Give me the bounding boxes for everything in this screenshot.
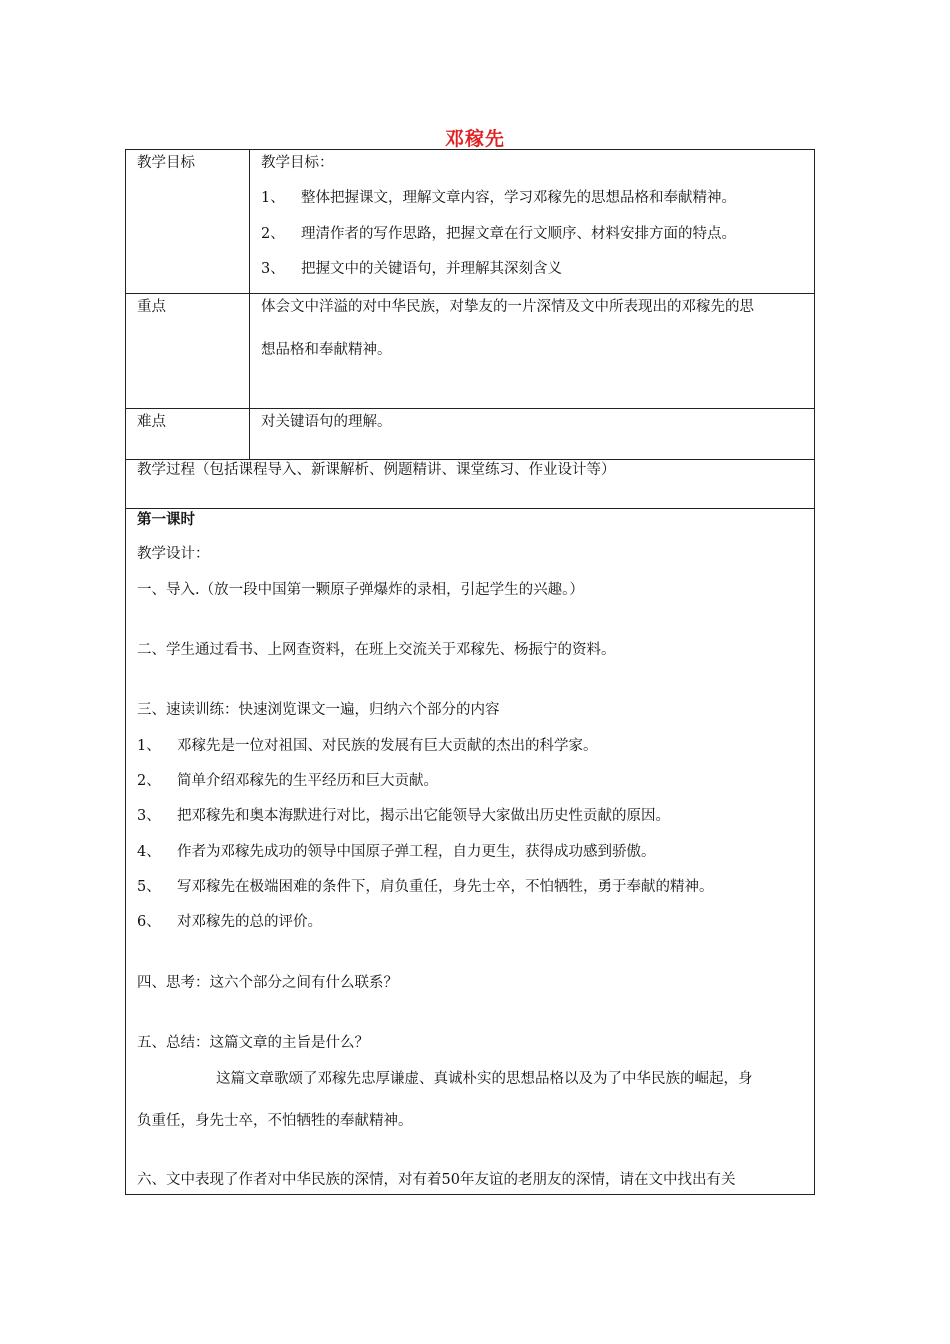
document-title: 邓稼先 [444,128,505,150]
difficulties-text: 对关键语句的理解。 [261,414,392,430]
step-intro: 一、导入.（放一段中国第一颗原子弹爆炸的录相，引起学生的兴趣。） [137,582,584,598]
row-divider [126,508,814,509]
objectives-label: 教学目标 [137,155,195,171]
part-item: 5、 写邓稼先在极端困难的条件下，肩负重任，身先士卒，不怕牺牲，勇于奉献的精神。 [137,879,714,895]
process-header: 教学过程（包括课程导入、新课解析、例题精讲、课堂练习、作业设计等） [137,462,616,478]
objective-item: 2、 理清作者的写作思路，把握文章在行文顺序、材料安排方面的特点。 [261,226,736,242]
row-divider [126,408,814,409]
part-item: 3、 把邓稼先和奥本海默进行对比，揭示出它能领导大家做出历史性贡献的原因。 [137,808,670,824]
summary-text: 负重任，身先士卒，不怕牺牲的奉献精神。 [137,1113,413,1129]
objective-item: 1、 整体把握课文，理解文章内容，学习邓稼先的思想品格和奉献精神。 [261,190,736,206]
part-item: 1、 邓稼先是一位对祖国、对民族的发展有巨大贡献的杰出的科学家。 [137,738,598,754]
summary-text: 这篇文章歌颂了邓稼先忠厚谦虚、真诚朴实的思想品格以及为了中华民族的崛起，身 [216,1071,753,1087]
step-emotion: 六、文中表现了作者对中华民族的深情，对有着50年友谊的老朋友的深情，请在文中找出有关 [137,1172,736,1188]
objectives-heading: 教学目标： [261,155,334,171]
step-think: 四、思考：这六个部分之间有什么联系？ [137,975,398,991]
part-item: 6、 对邓稼先的总的评价。 [137,914,322,930]
part-item: 2、 简单介绍邓稼先的生平经历和巨大贡献。 [137,773,438,789]
lesson-plan-table [125,149,815,1195]
row-divider [126,293,814,294]
step-speed-reading: 三、速读训练：快速浏览课文一遍，归纳六个部分的内容 [137,702,500,718]
key-points-text: 体会文中洋溢的对中华民族，对挚友的一片深情及文中所表现出的邓稼先的思 [261,299,754,315]
column-divider [249,150,250,460]
objective-item: 3、 把握文中的关键语句，并理解其深刻含义 [261,261,562,277]
lesson-heading: 第一课时 [137,512,195,528]
key-points-label: 重点 [137,299,166,315]
part-item: 4、 作者为邓稼先成功的领导中国原子弹工程，自力更生，获得成功感到骄傲。 [137,844,656,860]
step-summary: 五、总结：这篇文章的主旨是什么？ [137,1035,369,1051]
difficulties-label: 难点 [137,414,166,430]
key-points-text: 想品格和奉献精神。 [261,342,392,358]
design-label: 教学设计： [137,546,210,562]
step-materials: 二、学生通过看书、上网查资料，在班上交流关于邓稼先、杨振宁的资料。 [137,642,616,658]
